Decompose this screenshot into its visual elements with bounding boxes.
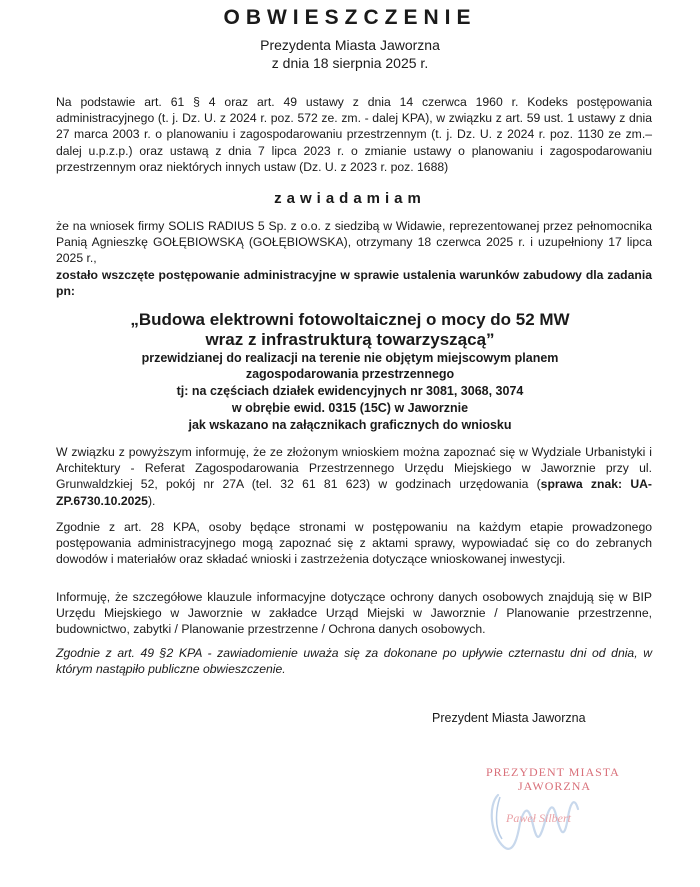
project-desc-line2: zagospodarowania przestrzennego: [245, 367, 455, 381]
info-text: W związku z powyższym informuję, że ze złożonym wnioskiem można zapoznać się w Wydziale Urbanistyki i Architektury - Referat Zagospodarowania Przestrzennego Urzędu Miejskiego w Jaworznie przy ul. Grunwaldzkiej 52, pokój nr 27A (tel. 32 61 81 623) w godzinach urzędowania (: [56, 445, 652, 492]
info-text-end: ).: [147, 493, 156, 508]
notice-paragraph: Zgodnie z art. 49 §2 KPA - zawiadomienie uważa się za dokonane po upływie czternastu dni od dnia, w którym nastąpiło publiczne obwieszczenie.: [56, 646, 652, 677]
signatory-title: Prezydent Miasta Jaworzna: [432, 711, 586, 725]
case-number: sprawa znak: UA-ZP.6730.10.2025: [56, 477, 652, 508]
project-desc-line1: przewidzianej do realizacji na terenie nie objętym miejscowym planem: [141, 351, 559, 365]
request-text: że na wniosek firmy SOLIS RADIUS 5 Sp. z o.o. z siedzibą w Widawie, reprezentowanej przez pełnomocnika Panią Agnieszkę GOŁĘBIOWSKĄ (GOŁĘBIOWSKA), otrzymany 18 czerwca 2025 r. i uzupełniony 17 lipca 2025 r.,: [56, 219, 652, 266]
stamp-line3: Paweł Silbert: [506, 811, 571, 825]
stamp-line1: PREZYDENT MIASTA: [486, 765, 620, 779]
parties-paragraph: Zgodnie z art. 28 KPA, osoby będące stronami w postępowaniu na każdym etapie prowadzonego postępowania administracyjnego mogą zapoznać się z aktami sprawy, wypowiadać się co do zebranych dowodów i materiałów oraz składać wnioski i zastrzeżenia dotyczące wnioskowanej inwestycji.: [56, 520, 652, 567]
project-desc-line5: jak wskazano na załącznikach graficznych do wniosku: [188, 418, 512, 432]
info-paragraph: [56, 444, 652, 509]
document-date: z dnia 18 sierpnia 2025 r.: [271, 55, 429, 71]
privacy-paragraph: Informuję, że szczegółowe klauzule informacyjne dotyczące ochrony danych osobowych znajdują się w BIP Urzędu Miejskiego w Jaworznie w zakładce Urząd Miejski w Jaworznie / Planowanie przestrzenne, budownictwo, zabytki / Planowanie przestrzenne / Ochrona danych osobowych.: [56, 590, 652, 637]
document-title: OBWIESZCZENIE: [223, 6, 477, 29]
document-issuer: Prezydenta Miasta Jaworzna: [260, 37, 440, 53]
request-bold-text: zostało wszczęte postępowanie administracyjne w sprawie ustalenia warunków zabudowy dla zadania pn:: [56, 267, 652, 298]
legal-basis-paragraph: Na podstawie art. 61 § 4 oraz art. 49 ustawy z dnia 14 czerwca 1960 r. Kodeks postępowania administracyjnego (t. j. Dz. U. z 2024 r. poz. 572 ze. zm. - dalej KPA), w związku z art. 59 ust. 1 ustawy z dnia 27 marca 2003 r. o planowaniu i zagospodarowaniu przestrzennym (t. j. Dz. U. z 2024 r. poz. 1130 ze zm.– dalej u.p.z.p.) oraz ustawą z dnia 7 lipca 2023 r. o zmianie ustawy o planowaniu i zagospodarowaniu przestrzennym oraz niektórych innych ustaw (Dz. U. z 2023 r. poz. 1688): [56, 95, 652, 174]
request-paragraph: [56, 218, 652, 299]
stamp-line2: JAWORZNA: [518, 779, 592, 793]
official-stamp: [470, 765, 650, 860]
project-desc-line4: w obrębie ewid. 0315 (15C) w Jaworznie: [231, 401, 469, 415]
project-title-line1: „Budowa elektrowni fotowoltaicznej o mocy do 52 MW: [130, 310, 570, 329]
project-desc-line3: tj: na częściach działek ewidencyjnych nr 3081, 3068, 3074: [176, 384, 524, 398]
project-title-line2: wraz z infrastrukturą towarzyszącą”: [205, 330, 495, 349]
inform-heading: zawiadamiam: [274, 190, 426, 207]
